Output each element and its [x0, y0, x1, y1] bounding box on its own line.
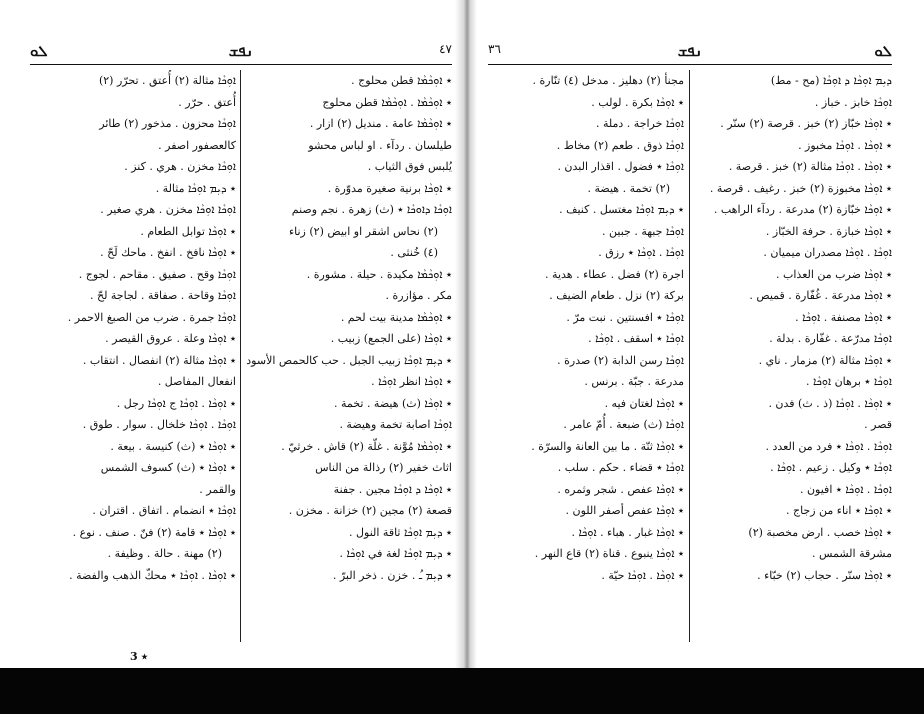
dictionary-entry-line: ٭ ܐܘܼܟܵܡܵܐ عامة . منديل (٢) ازار .: [309, 117, 452, 130]
dictionary-entry-line: ܐܘܼܟܵܐ محزون . مذخور (٢) طائر: [99, 117, 236, 130]
dictionary-entry-line: قصعة (٢) مجين (٢) خزانة . مخزن .: [288, 504, 452, 517]
dictionary-entry-line: ܐܘܼܟܵܐ خراجة . دملة .: [595, 117, 684, 130]
dictionary-entry-line: ٭ ܐܘܼܟܵܐ ٭ (ث) كنيسة . بيعة .: [110, 439, 236, 453]
dictionary-entry-line: ٭ ܐܘܼܟܵܐ . ܐܘܼܟܵܐ (ذ . ث) فدن .: [768, 396, 892, 410]
dictionary-entry-line: ܐܘܼܟܵܐ رسن الدابة (٢) صدرة .: [557, 353, 684, 367]
dictionary-entry-line: ܐܘܼܟܵܐ ٭ انضمام . اتفاق . اقتران .: [92, 504, 236, 517]
dictionary-entry-line: ٭ ܐܘܼܟܵܡܵܐ . ܐܘܼܟܵܡܵܐ قطن محلوج: [322, 95, 452, 109]
dictionary-entry-line: ٭ ܐܘܼܟܵܐ ٭ قامة (٢) فنّ . صنف . نوع .: [72, 525, 236, 539]
dictionary-entry-line: ٭ ܕܝܼܡ ܐܘܼܟܵܐ مثالة .: [155, 181, 236, 195]
dictionary-entry-line: أُعتق . حرّر .: [178, 95, 236, 109]
dictionary-entry-line: ٭ ܐܘܼܟܵܐ . ܐܘܼܟܵܐ مثالة (٢) خبز . قرصة .: [728, 160, 892, 173]
dictionary-entry-line: ٭ ܐܘܼܟܵܐ ثنّة . ما بين العانة والسرّة .: [531, 439, 684, 453]
dictionary-entry-line: ܐܘܼܟܵܐ . ܐܘܼܟܵܐ ٭ رزق .: [598, 246, 684, 259]
dictionary-entry-line: (٢) نحاس اشقر او ابيض (٢) زناء: [288, 224, 438, 238]
dictionary-entry-line: يُلبس فوق الثياب .: [367, 160, 452, 173]
dictionary-entry-line: ٭ ܐܘܼܟܵܡܵܐ مُوَّنة . غلّة (٢) قاش . خرثيّ .: [281, 439, 452, 453]
left-page-header-rule: [30, 64, 452, 65]
dictionary-entry-line: ܐܘܼܟܵܐ وقاحة . صفاقة . لجاجة لحّ .: [89, 289, 236, 302]
dictionary-entry-line: ٭ ܐܘܼܟܵܐ . ܐܘܼܟܵܐ مخبوز .: [798, 138, 892, 152]
dictionary-entry-line: ٭ ܐܘܼܟܵܐ عفص . شجر وثمره .: [557, 482, 684, 496]
dictionary-entry-line: ٭ ܐܘܼܟܵܐ (ث) هيضة . تخمة .: [334, 396, 452, 410]
right-page-header: [488, 42, 892, 64]
dictionary-entry-line: ٭ ܐܘܼܟܵܐ نافخ . انفخ . ماحك لَحّ .: [100, 246, 236, 259]
left-page: [30, 30, 452, 663]
dictionary-entry-line: ٭ ܐܘܼܟܵܐ مصنفة . ܐܘܼܟܵܐ .: [795, 310, 892, 324]
dictionary-entry-line: ٭ ܕܝܼܡ ـُ . خزن . ذخر البرّ .: [332, 568, 452, 582]
dictionary-entry-line: (٤) خُنثى .: [390, 246, 438, 259]
right-page-running-head-right: ܠܘ: [874, 42, 892, 60]
dictionary-entry-line: والقمر .: [199, 482, 236, 496]
dictionary-entry-line: مجنأ (٢) دهليز . مدخل (٤) تنّارة .: [532, 74, 684, 87]
dictionary-entry-line: ٭ ܐܘܼܟܵܐ انظر ܐܘܼܟܵܐ .: [371, 375, 452, 388]
dictionary-entry-line: (٢) تخمة . هيضة .: [587, 181, 670, 195]
dictionary-entry-line: ܐܘܼܟܵܐ مدرّعة . غفّارة . بدلة .: [769, 332, 892, 345]
scan-bottom-border: [0, 668, 924, 714]
right-page-running-head-center: ܢܦܫ: [677, 42, 703, 60]
dictionary-entry-line: ܐܘܼܟܵܐ ذوق . طعم (٢) مخاط .: [556, 138, 684, 152]
dictionary-entry-line: ܐܘܼܟܵܐ مخزن . هري . كنز .: [124, 160, 236, 173]
dictionary-entry-line: ٭ ܐܘܼܟܵܡܵܐ مكيدة . حيلة . مشورة .: [306, 267, 452, 281]
dictionary-entry-line: ٭ ܕܝܼܡ ܐܘܼܟܵܐ زبيب الجبل . حب كالحمص الأسود: [246, 353, 452, 367]
dictionary-entry-line: ٭ ܐܘܼܟܵܐ ܕ ܐܘܼܟܵܐ مجين . جفنة: [333, 482, 452, 496]
dictionary-entry-line: طيلسان . ردآء . او لباس محشو: [308, 138, 452, 152]
dictionary-entry-line: ٭ ܕܝܼܡ ܐܘܼܟܵܐ ثاقة النول .: [349, 525, 452, 539]
dictionary-entry-line: ٭ ܐܘܼܟܵܐ توابل الطعام .: [140, 224, 236, 238]
dictionary-entry-line: ܐܘܼܟܵܐ . ܐܘܼܟܵܐ خلخال . سوار . طوق .: [82, 418, 236, 431]
left-page-running-head-left: ܠܘ: [30, 42, 48, 60]
dictionary-entry-line: ܐܘܼܟܵܐ ܐܘܼܟܵܐ مخزن . هري صغير .: [100, 203, 236, 216]
dictionary-entry-line: ٭ ܕܝܼܡ ܐܘܼܟܵܐ مغتسل . كنيف .: [559, 203, 684, 216]
dictionary-entry-line: ܐܘܼܟܵܐ وقح . صفيق . مقاحم . لجوج .: [78, 267, 236, 281]
dictionary-entry-line: ٭ ܐܘܼܟܵܐ (على الجمع) زبيب .: [330, 332, 452, 345]
dictionary-entry-line: ܐܘܼܟܵܐ . ܐܘܼܟܵܐ ٭ فرد من العدد .: [765, 439, 892, 453]
dictionary-entry-line: ٭ ܐܘܼܟܵܐ خصب . ارض مخصبة (٢): [748, 525, 892, 539]
left-page-number: ٤٧: [439, 42, 452, 56]
dictionary-entry-line: ٭ ܐܘܼܟܵܡܵܐ قطن محلوج .: [351, 74, 452, 87]
right-page-right-column: [695, 70, 892, 630]
right-page-left-column: [488, 70, 684, 630]
dictionary-entry-line: ܕܝܼܡ ܐܘܼܟܵܐ ܕ ܐܘܼܟܵܐ (مح - مط): [770, 74, 892, 87]
dictionary-entry-line: ٭ ܐܘܼܟܵܐ عفص أصفر اللون .: [565, 504, 684, 517]
dictionary-entry-line: ٭ ܐܘܼܟܵܐ مدرعة . غُفّارة . قميص .: [749, 289, 892, 302]
dictionary-entry-line: ٭ ܐܘܼܟܵܐ . ܐܘܼܟܵܐ ٭ محكّ الذهب والفضة .: [69, 568, 236, 582]
dictionary-entry-line: ܐܘܼܟܵܐ ٭ وكيل . زعيم . ܐܘܼܟܵܐ .: [770, 461, 892, 474]
right-page: [488, 30, 892, 640]
dictionary-entry-line: بركة (٢) نزل . طعام الضيف .: [549, 289, 684, 302]
dictionary-entry-line: اجرة (٢) فضل . عطاء . هدية .: [545, 267, 684, 281]
left-page-right-column: [246, 70, 452, 630]
dictionary-entry-line: ܐܘܼܟܵܐ ٭ اسقف . ܐܘܼܟܵܐ .: [588, 332, 684, 345]
dictionary-entry-line: ܐܘܼܟܵܐ . ܐܘܼܟܵܐ مصدران ميميان .: [763, 246, 892, 259]
dictionary-entry-line: ٭ ܐܘܼܟܵܐ ينبوع . قناة (٢) قاع النهر .: [534, 547, 684, 560]
dictionary-entry-line: ܐܘܼܟܵܐ ܕܐܘܟܵܐ ٭ (ث) زهرة . نجم وصنم: [291, 203, 452, 216]
dictionary-entry-line: مكر . مؤازرة .: [385, 289, 452, 302]
dictionary-entry-line: ܐܘܼܟܵܐ . ܐܘܼܟܵܐ ٭ افيون .: [799, 482, 892, 496]
dictionary-entry-line: ܐܘܼܟܵܐ جبهة . جبين .: [602, 224, 684, 238]
dictionary-entry-line: ٭ ܐܘܼܟܵܐ خبازة . حرفة الخبّاز .: [765, 224, 892, 238]
dictionary-entry-line: ٭ ܐܘܼܟܵܐ ضرب من العذاب .: [776, 267, 892, 281]
dictionary-entry-line: ٭ ܐܘܼܟܵܐ وعلة . عروق القيصر .: [105, 332, 236, 345]
dictionary-entry-line: ܐܘܼܟܵܐ خابز . خباز .: [814, 95, 892, 109]
dictionary-entry-line: ܐܘܼܟܵܐ (ث) ضبعة . أُمّ عامر .: [563, 418, 684, 431]
dictionary-entry-line: ٭ ܐܘܼܟܵܐ مثالة (٢) مزمار . ناي .: [758, 353, 892, 367]
right-page-number: ٣٦: [488, 42, 501, 56]
dictionary-entry-line: ٭ ܐܘܼܟܵܐ خبّاز (٢) خبز . قرصة (٢) سنّر .: [720, 117, 892, 130]
left-page-header: [30, 42, 452, 64]
left-page-running-head-center: ܢܦܫ: [228, 42, 254, 60]
dictionary-entry-line: ܐܘܼܟܵܐ ٭ فضول . اقذار البدن .: [557, 160, 684, 173]
dictionary-entry-line: قصر .: [864, 418, 892, 431]
dictionary-entry-line: ٭ ܐܘܼܟܵܐ . ܐܘܼܟܵܐ ج ܐܘܼܟܵܐ رجل .: [116, 396, 236, 410]
book-gutter: [455, 0, 477, 668]
left-page-left-column: [30, 70, 236, 630]
dictionary-entry-line: ܐܘܼܟܵܐ مثالة (٢) أُعتق . تحرّر (٢): [98, 74, 236, 87]
dictionary-entry-line: ܐܘܼܟܵܐ ٭ افسنتين . نبت مرّ .: [566, 310, 684, 324]
right-page-header-rule: [488, 64, 892, 65]
dictionary-entry-line: ٭ ܐܘܼܟܵܐ . ܐܘܼܟܵܐ حيّة .: [601, 568, 684, 582]
dictionary-entry-line: ٭ ܐܘܼܟܵܐ برنية صغيرة مدوّرة .: [327, 181, 452, 195]
dictionary-entry-line: ٭ ܐܘܼܟܵܐ خبّازة (٢) مدرعة . ردآء الراهب .: [713, 203, 892, 216]
right-page-column-divider: [689, 70, 690, 642]
dictionary-entry-line: ٭ ܐܘܼܟܵܐ غبار . هباء . ܐܘܼܟܵܐ .: [571, 525, 684, 539]
dictionary-entry-line: ܐܘܼܟܵܐ ٭ برهان ܐܘܼܟܵܐ .: [806, 375, 892, 388]
left-page-column-divider: [240, 70, 241, 642]
dictionary-entry-line: ٭ ܐܘܼܟܵܐ مثالة (٢) انفصال . انتقاب .: [82, 353, 236, 367]
dictionary-entry-line: ٭ ܐܘܼܟܵܐ لغتان فيه .: [604, 396, 684, 410]
dictionary-entry-line: ܐܘܼܟܵܐ ٭ قضاء . حكم . سلب .: [557, 461, 684, 474]
dictionary-entry-line: اثاث خفير (٢) رذالة من الناس: [315, 461, 452, 474]
dictionary-entry-line: ٭ ܐܘܼܟܵܡܵܐ مدينة بيت لحم .: [340, 310, 452, 324]
dictionary-entry-line: مدرعة . جبّة . برنس .: [584, 375, 684, 388]
dictionary-entry-line: انفعال المفاصل .: [157, 375, 236, 388]
dictionary-entry-line: ٭ ܐܘܼܟܵܐ سنّر . حجاب (٢) خبّاء .: [757, 568, 892, 582]
dictionary-entry-line: ٭ ܐܘܼܟܵܐ مخبوزة (٢) خبز . رغيف . قرصة .: [709, 181, 892, 195]
dictionary-entry-line: ٭ ܐܘܼܟܵܐ بكرة . لولب .: [591, 95, 684, 109]
dictionary-entry-line: كالعصفور اصفر .: [158, 138, 236, 152]
dictionary-entry-line: (٢) مهنة . حالة . وظيفة .: [107, 547, 222, 560]
left-page-footer: ٭ 3: [130, 650, 148, 663]
dictionary-entry-line: مشرقة الشمس .: [811, 547, 892, 560]
dictionary-entry-line: ٭ ܕܝܼܡ ܐܘܼܟܵܐ لغة في ܐܘܼܟܵܐ .: [339, 547, 452, 560]
dictionary-entry-line: ٭ ܐܘܼܟܵܐ ٭ اناء من زجاج .: [785, 504, 892, 517]
dictionary-entry-line: ٭ ܐܘܼܟܵܐ ٭ (ث) كسوف الشمس: [100, 461, 236, 474]
dictionary-entry-line: ܐܘܼܟܵܐ اصابة تخمة وهيضة .: [339, 418, 452, 431]
dictionary-entry-line: ܐܘܼܟܵܐ جمرة . ضرب من الصبغ الاحمر .: [67, 310, 236, 324]
